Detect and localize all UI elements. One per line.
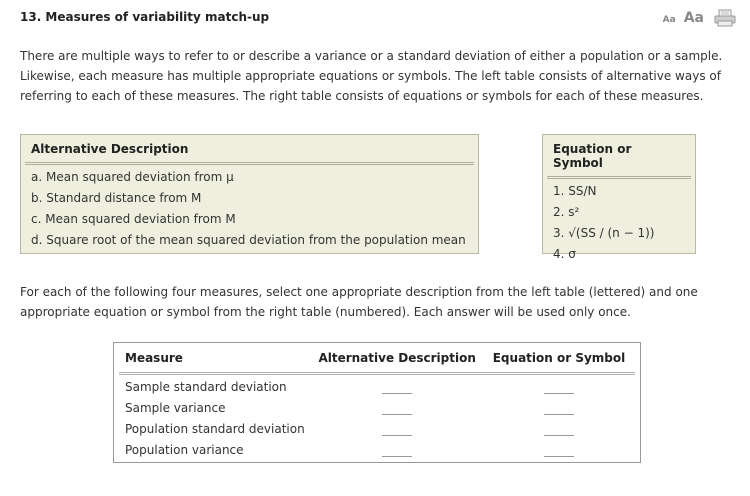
answer-table <box>113 342 641 463</box>
measure-label: Sample standard deviation <box>125 380 287 394</box>
symbol-row-4: 4. σ <box>553 247 576 261</box>
question-title: 13. Measures of variability match-up <box>20 10 270 24</box>
measure-label: Population variance <box>125 443 244 457</box>
decrease-font-button[interactable]: Aa <box>662 15 676 25</box>
increase-font-button[interactable]: Aa <box>683 10 704 26</box>
instructions-text: For each of the following four measures, select one appropriate description from the left table (lettered) and one appropriate equation or symbol from the right table (numbered). Each answer will be used only once. <box>20 285 698 319</box>
measure-label: Population standard deviation <box>125 422 305 436</box>
answer-row <box>119 419 635 440</box>
answer-row <box>119 440 635 461</box>
description-row-b: b. Standard distance from M <box>31 191 202 205</box>
description-row-d: d. Square root of the mean squared deviation from the population mean <box>31 233 466 247</box>
symbol-row-3: 3. √(SS / (n − 1)) <box>553 226 655 240</box>
symbol-select[interactable] <box>544 402 574 415</box>
description-select[interactable] <box>382 381 412 394</box>
description-select[interactable] <box>382 402 412 415</box>
answer-row <box>119 377 635 398</box>
print-icon[interactable] <box>714 9 736 27</box>
symbol-row-2: 2. s² <box>553 205 580 219</box>
intro-text: There are multiple ways to refer to or describe a variance or a standard deviation of either a population or a sample. Likewise, each measure has multiple appropriate equations or symbols. The left table consists of alternative ways of referring to each of these measures. The right table consists of equations or symbols for each of these measures. <box>20 49 723 103</box>
description-row-c: c. Mean squared deviation from M <box>31 212 236 226</box>
symbol-column-header: Equation or Symbol <box>492 351 626 365</box>
symbol-row-1: 1. SS/N <box>553 184 597 198</box>
symbol-select[interactable] <box>544 423 574 436</box>
table-header: Equation or Symbol <box>547 135 691 179</box>
measure-label: Sample variance <box>125 401 226 415</box>
measure-column-header: Measure <box>125 351 183 365</box>
alternative-description-table <box>20 134 479 254</box>
symbol-select[interactable] <box>544 444 574 457</box>
table-header: Alternative Description <box>25 135 474 165</box>
equation-symbol-table <box>542 134 696 261</box>
description-select[interactable] <box>382 423 412 436</box>
answer-row <box>119 398 635 419</box>
symbol-select[interactable] <box>544 381 574 394</box>
description-row-a: a. Mean squared deviation from μ <box>31 170 234 184</box>
description-select[interactable] <box>382 444 412 457</box>
toolbar <box>663 9 736 27</box>
description-column-header: Alternative Description <box>318 351 476 365</box>
